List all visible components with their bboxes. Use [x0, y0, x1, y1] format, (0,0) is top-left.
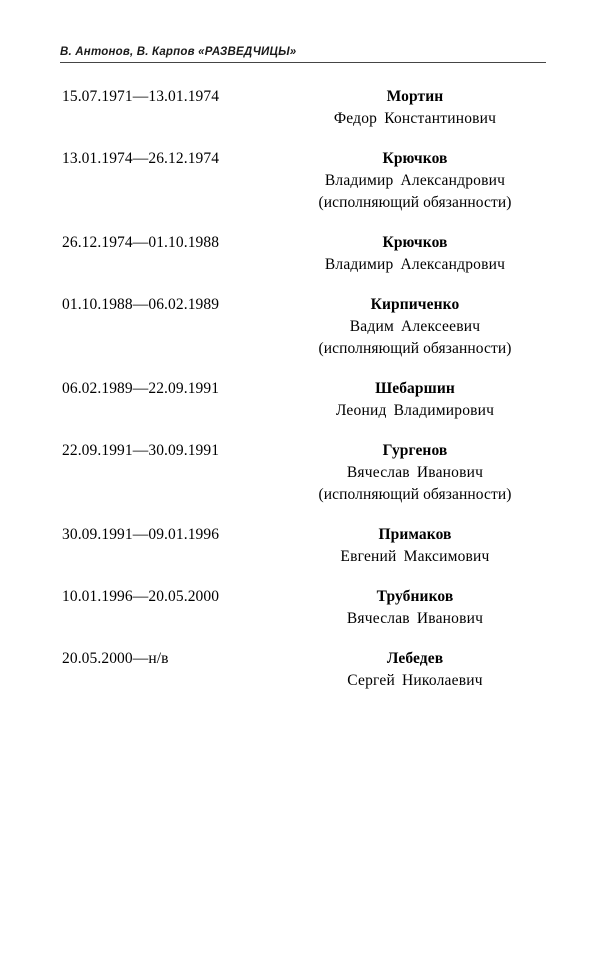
table-row-inner — [0, 440, 600, 506]
tenure-period: 20.05.2000—н/в — [62, 650, 169, 667]
table-row — [0, 86, 600, 130]
director-surname: Кирпиченко — [370, 296, 460, 313]
table-row-inner — [0, 586, 600, 630]
table-row — [0, 232, 600, 276]
director-given-name: Леонид Владимирович — [335, 402, 495, 419]
table-row — [0, 148, 600, 214]
tenure-period: 15.07.1971—13.01.1974 — [62, 88, 220, 105]
table-row-inner — [0, 524, 600, 568]
director-given-name: Владимир Александрович — [324, 172, 506, 189]
table-row — [0, 648, 600, 692]
table-row-inner — [0, 148, 600, 214]
director-name-block — [280, 148, 550, 214]
table-row — [0, 440, 600, 506]
table-row-inner — [0, 86, 600, 130]
director-surname: Крючков — [382, 234, 448, 251]
director-name-block — [280, 232, 550, 276]
director-given-name: Сергей Николаевич — [347, 672, 483, 689]
tenure-period: 06.02.1989—22.09.1991 — [62, 380, 220, 397]
tenure-period: 26.12.1974—01.10.1988 — [62, 234, 220, 251]
table-row — [0, 524, 600, 568]
directors-table — [0, 86, 600, 710]
running-head — [60, 45, 546, 59]
director-name-block — [280, 440, 550, 506]
director-given-name: Евгений Максимович — [340, 548, 490, 565]
tenure-period: 13.01.1974—26.12.1974 — [62, 150, 220, 167]
director-given-name: Вадим Алексеевич — [349, 318, 481, 335]
director-given-name: Владимир Александрович — [324, 256, 506, 273]
director-given-name: Вячеслав Иванович — [346, 610, 484, 627]
director-name-block — [280, 378, 550, 422]
director-name-block — [280, 524, 550, 568]
tenure-period: 22.09.1991—30.09.1991 — [62, 442, 220, 459]
table-row-inner — [0, 378, 600, 422]
director-surname: Примаков — [378, 526, 452, 543]
table-row — [0, 586, 600, 630]
director-name-block — [280, 86, 550, 130]
running-head-rule — [60, 62, 546, 63]
tenure-period: 10.01.1996—20.05.2000 — [62, 588, 220, 605]
table-row — [0, 378, 600, 422]
director-given-name: Вячеслав Иванович — [346, 464, 484, 481]
director-acting-note: (исполняющий обязанности) — [318, 486, 512, 503]
director-surname: Крючков — [382, 150, 448, 167]
director-surname: Шебаршин — [375, 380, 455, 397]
director-surname: Трубников — [376, 588, 454, 605]
table-row-inner — [0, 648, 600, 692]
tenure-period: 30.09.1991—09.01.1996 — [62, 526, 220, 543]
running-head-text: В. Антонов, В. Карпов «РАЗВЕДЧИЦЫ» — [60, 46, 297, 58]
director-name-block — [280, 648, 550, 692]
director-acting-note: (исполняющий обязанности) — [318, 340, 512, 357]
director-surname: Гургенов — [382, 442, 448, 459]
director-name-block — [280, 294, 550, 360]
tenure-period: 01.10.1988—06.02.1989 — [62, 296, 220, 313]
director-surname: Мортин — [386, 88, 444, 105]
director-name-block — [280, 586, 550, 630]
table-row — [0, 294, 600, 360]
director-surname: Лебедев — [386, 650, 444, 667]
table-row-inner — [0, 294, 600, 360]
director-acting-note: (исполняющий обязанности) — [318, 194, 512, 211]
director-given-name: Федор Константинович — [333, 110, 497, 127]
table-row-inner — [0, 232, 600, 276]
